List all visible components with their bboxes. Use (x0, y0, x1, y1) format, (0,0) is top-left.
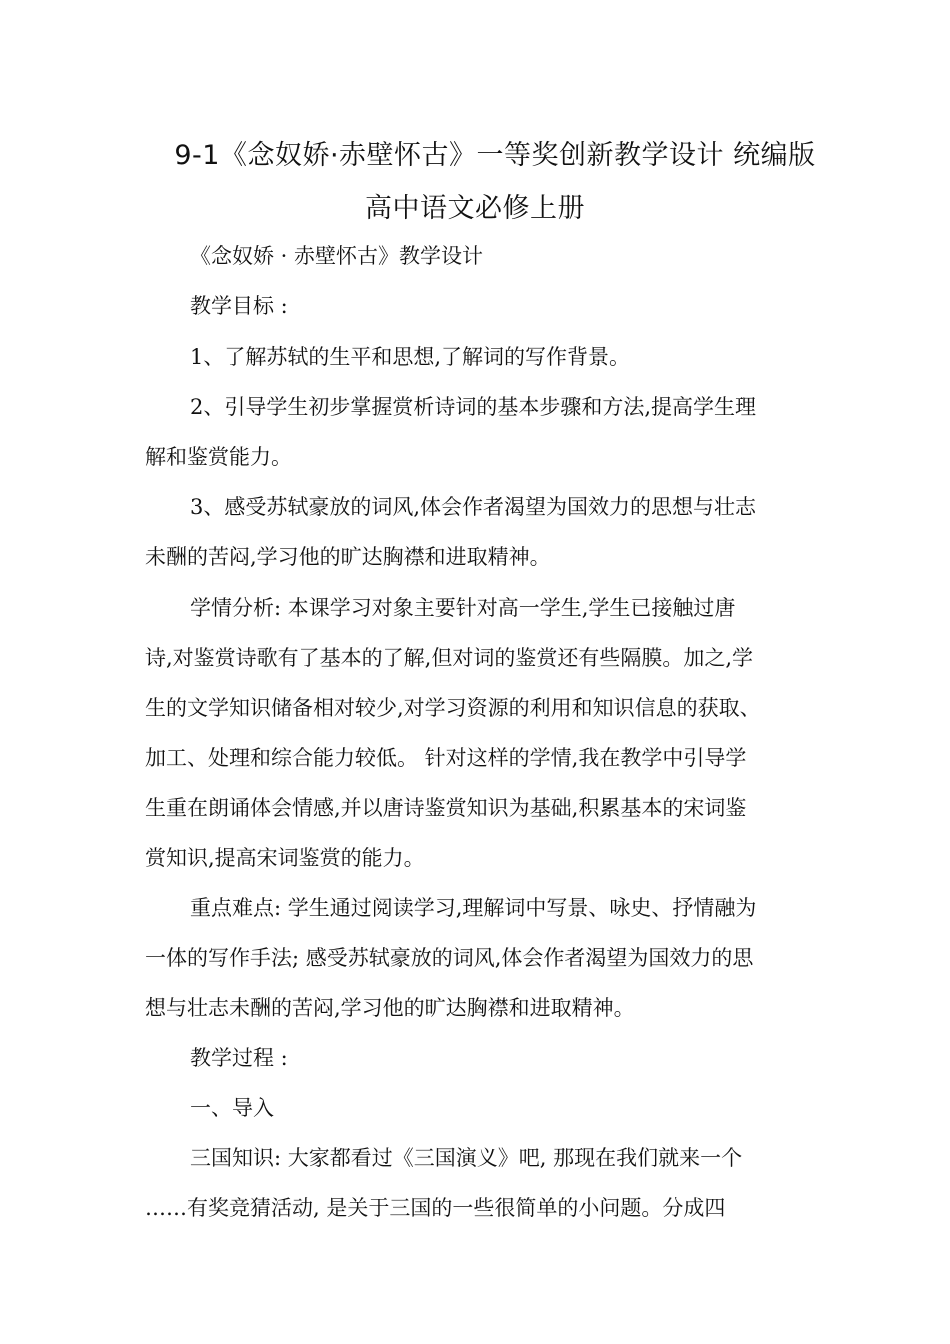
section-heading: 教学目标 : (190, 294, 288, 318)
paragraph-line: 未酬的苦闷,学习他的旷达胸襟和进取精神。 (145, 545, 551, 569)
section-heading: 一、导入 (190, 1096, 274, 1120)
paragraph-line: 赏知识,提高宋词鉴赏的能力。 (145, 846, 425, 870)
section-heading: 教学过程 : (190, 1046, 288, 1070)
document-title-line-2: 高中语文必修上册 (365, 193, 585, 224)
paragraph-line: 生重在朗诵体会情感,并以唐诗鉴赏知识为基础,积累基本的宋词鉴 (145, 796, 747, 820)
paragraph-line: 学情分析: 本课学习对象主要针对高一学生,学生已接触过唐 (190, 596, 736, 620)
paragraph-line: 诗,对鉴赏诗歌有了基本的了解,但对词的鉴赏还有些隔膜。加之,学 (145, 646, 754, 670)
paragraph-line: 2、引导学生初步掌握赏析诗词的基本步骤和方法,提高学生理 (190, 395, 757, 419)
paragraph-line: 生的文学知识储备相对较少,对学习资源的利用和知识信息的获取、 (145, 696, 761, 720)
paragraph-line: 3、感受苏轼豪放的词风,体会作者渴望为国效力的思想与壮志 (190, 495, 757, 519)
paragraph-line: 解和鉴赏能力。 (145, 445, 292, 469)
paragraph-line: 重点难点: 学生通过阅读学习,理解词中写景、咏史、抒情融为 (190, 896, 757, 920)
paragraph-line: 想与壮志未酬的苦闷,学习他的旷达胸襟和进取精神。 (145, 996, 635, 1020)
section-heading: 《念奴娇 · 赤壁怀古》教学设计 (190, 244, 484, 268)
paragraph-line: 一体的写作手法; 感受苏轼豪放的词风,体会作者渴望为国效力的思 (145, 946, 754, 970)
paragraph-line: 加工、处理和综合能力较低。 针对这样的学情,我在教学中引导学 (145, 746, 747, 770)
document-title-line-1: 9-1《念奴娇·赤壁怀古》一等奖创新教学设计 统编版 (174, 140, 816, 171)
paragraph-line: ……有奖竞猜活动, 是关于三国的一些很简单的小问题。分成四 (145, 1196, 726, 1220)
paragraph-line: 三国知识: 大家都看过《三国演义》吧, 那现在我们就来一个 (190, 1146, 743, 1170)
paragraph-line: 1、了解苏轼的生平和思想,了解词的写作背景。 (190, 345, 631, 369)
